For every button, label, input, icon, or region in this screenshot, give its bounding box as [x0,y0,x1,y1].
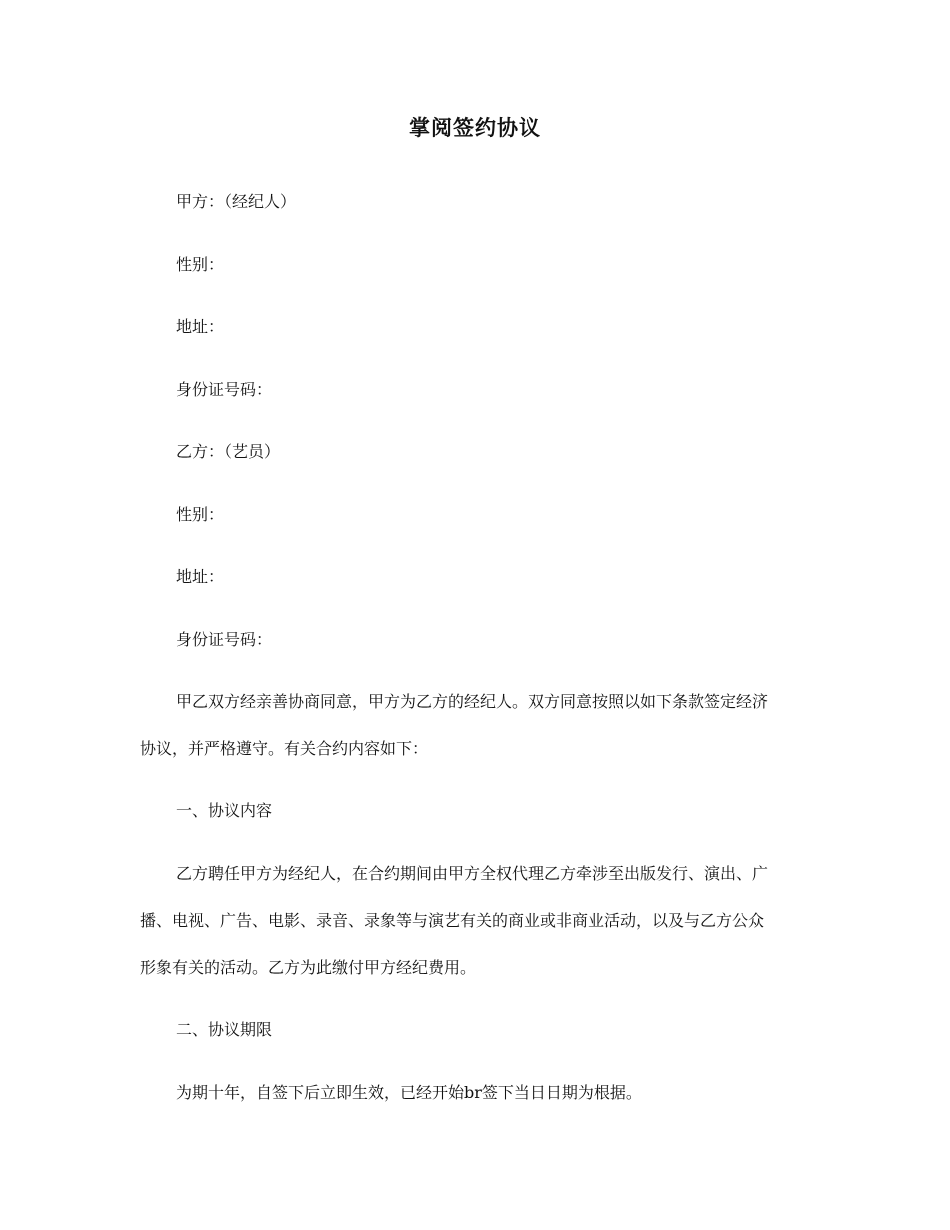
section-heading: 一、协议内容 [176,801,273,820]
section-body-line: 播、电视、广告、电影、录音、录象等与演艺有关的商业或非商业活动，以及与乙方公众 [140,911,765,930]
section-body-line: 为期十年，自签下后立即生效，已经开始br签下当日日期为根据。 [176,1083,642,1102]
party-a-address: 地址： [176,317,225,336]
section-body-line: 乙方聘任甲方为经纪人，在合约期间由甲方全权代理乙方牵涉至出版发行、演出、广 [176,864,769,883]
section-body-line: 形象有关的活动。乙方为此缴付甲方经纪费用。 [140,958,477,977]
section-heading: 二、协议期限 [176,1020,273,1039]
party-a-label: 甲方：（经纪人） [176,192,297,211]
party-a-id-number: 身份证号码： [176,380,273,399]
party-b-address: 地址： [176,567,225,586]
party-b-label: 乙方：（艺员） [176,442,281,461]
preamble-line: 协议，并严格遵守。有关合约内容如下： [140,739,429,758]
preamble-line: 甲乙双方经亲善协商同意，甲方为乙方的经纪人。双方同意按照以如下条款签定经济 [176,692,769,711]
party-b-id-number: 身份证号码： [176,630,273,649]
document-title: 掌阅签约协议 [409,116,541,140]
party-b-gender: 性别： [176,505,225,524]
party-a-gender: 性别： [176,255,225,274]
